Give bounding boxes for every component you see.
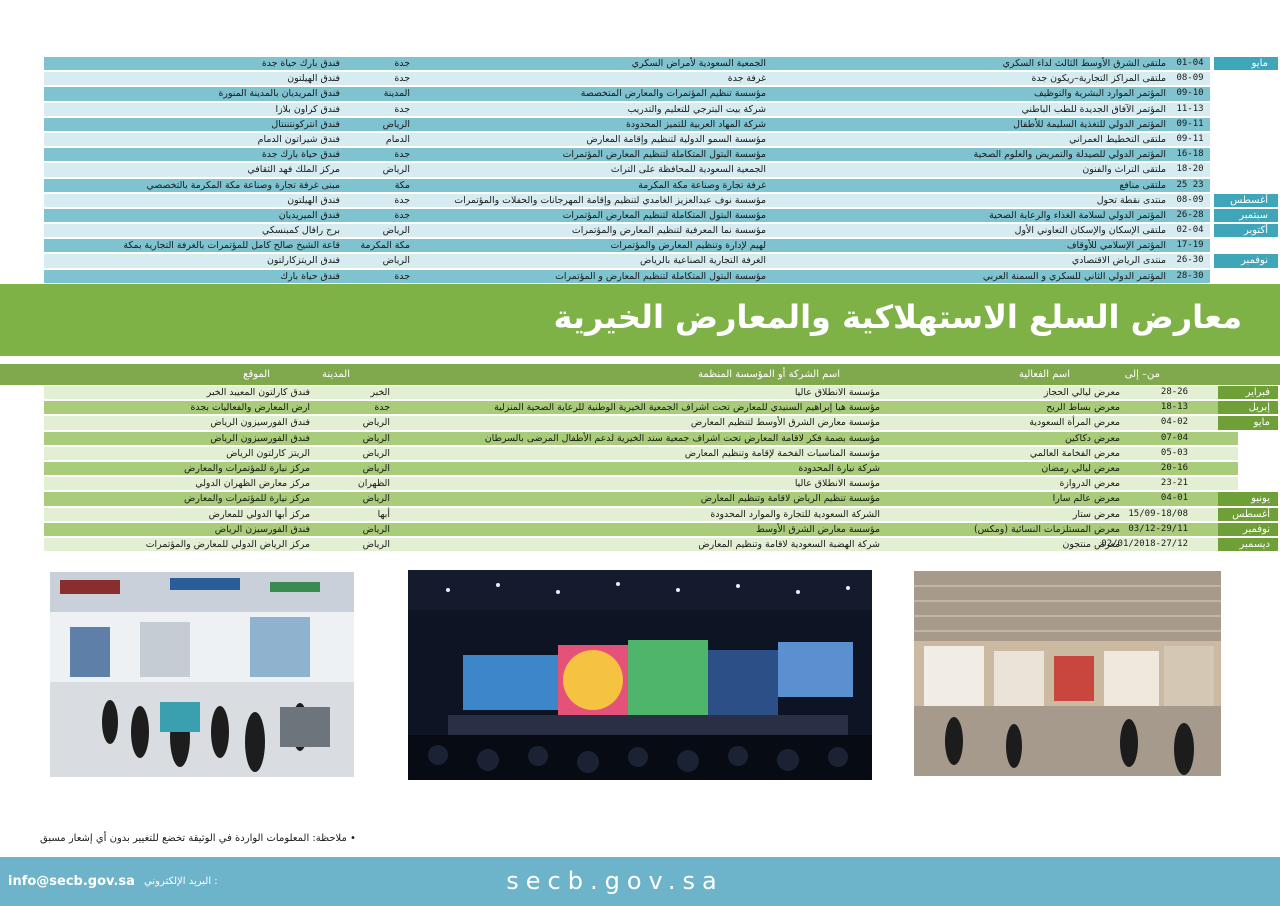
- event-name: ملتقى المراكز التجارية–ريكون جدة: [1031, 73, 1166, 85]
- event-date: 03/12-29/11: [1128, 523, 1188, 534]
- email-label: : البريد الإلكتروني: [144, 876, 218, 887]
- event-date: 26-28: [1176, 209, 1204, 220]
- organizer-name: لهيم لإدارة وتنظيم المعارض والمؤتمرات: [610, 240, 766, 252]
- organizer-name: شركة بيت البترجي للتعليم والتدريب: [627, 103, 766, 115]
- city-name: أبها: [377, 508, 390, 520]
- header-name: اسم الفعالية: [1018, 369, 1070, 380]
- month-label: يونيو: [1218, 492, 1278, 505]
- event-date: 25 23: [1176, 179, 1204, 190]
- city-name: جدة: [394, 270, 410, 282]
- event-name: ملتقى منافع: [1119, 179, 1166, 191]
- event-name: المؤتمر الدولي للصيدلة والتمريض والعلوم الصحية: [973, 149, 1166, 161]
- event-date: 28-26: [1160, 387, 1188, 397]
- event-date: 18-13: [1160, 402, 1188, 413]
- venue-name: مركز نيارة للمؤتمرات والمعارض: [183, 462, 310, 474]
- venue-name: فندق شيراتون الدمام: [257, 133, 340, 145]
- disclaimer-note: • ملاحظة: المعلومات الواردة في الوثيقة تخضع للتغيير بدون أي إشعار مسبق: [40, 833, 356, 844]
- event-name: المؤتمر الدولي لسلامة الغذاء والرعاية الصحية: [989, 209, 1166, 221]
- event-date: 08-09: [1176, 73, 1204, 84]
- event-name: معرض ستار: [1072, 508, 1120, 520]
- event-date: 26-30: [1176, 255, 1204, 266]
- month-label: أكتوبر: [1214, 224, 1278, 237]
- exhibition-row: [44, 385, 1280, 400]
- organizer-name: مؤسسة السمو الدولية لتنظيم وإقامة المعارض: [586, 133, 766, 145]
- organizer-name: مؤسسة تنظيم المؤتمرات والمعارض المتخصصة: [580, 88, 766, 100]
- organizer-name: مؤسسة نوف عبدالعزيز الغامدي لتنظيم وإقامة المهرجانات والحفلات والمؤتمرات: [454, 194, 766, 206]
- exhibition-hall-photo: [50, 572, 354, 777]
- organizer-name: شركة المهاد العربية للتميز المحدودة: [626, 118, 766, 130]
- footer-bar: [0, 857, 1280, 906]
- event-name: معرض دكاكين: [1065, 432, 1120, 444]
- venue-name: فندق الميريديان: [278, 209, 340, 221]
- event-date: 09-11: [1176, 133, 1204, 144]
- city-name: جدة: [394, 103, 410, 115]
- conference-row: [44, 208, 1280, 223]
- event-name: معرض المستلزمات النسائية (ومكس): [973, 523, 1120, 535]
- event-name: معرض ليالي رمضان: [1041, 462, 1120, 474]
- month-label: مايو: [1218, 416, 1278, 429]
- organizer-name: مؤسسة بصمة فكر لاقامة المعارض تحت اشراف جمعية سند الخيرية لدعم الأطفال المرضى بالسرطان: [484, 432, 880, 444]
- organizer-name: الشركة السعودية للتجارة والموارد المحدودة: [710, 508, 880, 520]
- venue-name: قاعة الشيخ صالح كامل للمؤتمرات بالغرفة التجارية بمكة: [123, 240, 340, 252]
- conference-row: [44, 56, 1280, 71]
- venue-name: فندق الهيلتون: [287, 73, 340, 85]
- city-name: جدة: [374, 402, 390, 414]
- organizer-name: مؤسسة نما المعرفية لتنظيم المعارض والمؤتمرات: [571, 225, 766, 237]
- city-name: الرياض: [382, 255, 410, 267]
- city-name: الرياض: [362, 462, 390, 474]
- conference-row: [44, 269, 1280, 284]
- month-label: نوفمبر: [1214, 254, 1278, 267]
- city-name: الخبر: [370, 387, 390, 398]
- exhibition-row: [44, 537, 1280, 552]
- event-name: معرض منتجون: [1062, 538, 1120, 550]
- city-name: جدة: [394, 149, 410, 161]
- event-name: معرض ليالي الحجاز: [1043, 387, 1120, 398]
- venue-name: فندق حياة بارك جدة: [261, 149, 340, 161]
- venue-name: مركز الملك فهد الثقافي: [247, 164, 340, 176]
- venue-name: فندق بارك حياة جدة: [261, 58, 340, 69]
- website-link[interactable]: secb.gov.sa: [506, 867, 724, 895]
- city-name: الدمام: [385, 133, 410, 145]
- organizer-name: مؤسسة الانطلاق عاليا: [794, 478, 880, 490]
- conference-row: [44, 71, 1280, 86]
- event-date: 05-03: [1160, 447, 1188, 458]
- conference-row: [44, 162, 1280, 177]
- exhibition-row: [44, 446, 1280, 461]
- city-name: الرياض: [362, 523, 390, 535]
- event-date: 01-04: [1176, 58, 1204, 68]
- exhibition-row: [44, 522, 1280, 537]
- conferences-table: [44, 56, 1280, 284]
- venue-name: فندق الفورسيزون الرياض: [210, 417, 310, 429]
- event-date: 08-09: [1176, 194, 1204, 205]
- event-name: منتدى الرياض الاقتصادي: [1071, 255, 1166, 267]
- event-name: ملتقى الشرق الأوسط الثالث لداء السكري: [1002, 58, 1166, 69]
- venue-name: فندق كراون بلازا: [275, 103, 340, 115]
- event-name: المؤتمر الدولي للتغذية السليمة للأطفال: [1013, 118, 1166, 130]
- organizer-name: الغرفة التجارية الصناعية بالرياض: [640, 255, 766, 267]
- venue-name: فندق الهيلتون: [287, 194, 340, 206]
- month-label: فبراير: [1218, 386, 1278, 399]
- organizer-name: مؤسسة معارض الشرق الأوسط لتنظيم المعارض: [690, 417, 880, 429]
- organizer-name: مؤسسة المناسبات الفخمة لإقامة وتنظيم المعارض: [684, 447, 880, 459]
- organizer-name: مؤسسة هيا إبراهيم السنيدي للمعارض تحت اشراف الجمعية الخيرية الوطنية للرعاية الصحية المنزلية: [494, 402, 880, 414]
- city-name: الرياض: [362, 538, 390, 550]
- venue-name: برج رافال كمبنسكي: [262, 225, 340, 237]
- city-name: مكة المكرمة: [360, 240, 410, 252]
- event-date: 15/09-18/08: [1128, 508, 1188, 519]
- event-name: المؤتمر الدولي الثاني للسكري و السمنة العربي: [982, 270, 1166, 282]
- city-name: الرياض: [382, 118, 410, 130]
- header-date: من– إلى: [1124, 369, 1160, 380]
- city-name: الرياض: [382, 164, 410, 176]
- organizer-name: غرفة تجارة وصناعة مكة المكرمة: [638, 179, 766, 191]
- event-name: معرض الدروازة: [1059, 478, 1120, 490]
- organizer-name: الجمعية السعودية للمحافظة على التراث: [610, 164, 766, 176]
- section-banner: [0, 284, 1280, 356]
- exhibition-row: [44, 461, 1280, 476]
- event-date: 04-02: [1160, 417, 1188, 428]
- city-name: الرياض: [382, 225, 410, 237]
- conference-row: [44, 117, 1280, 132]
- event-name: معرض المرأة السعودية: [1029, 417, 1120, 429]
- event-date: 20-16: [1160, 462, 1188, 473]
- event-name: المؤتمر الإسلامي للأوقاف: [1066, 240, 1166, 252]
- organizer-name: مؤسسة معارض الشرق الأوسط: [756, 523, 880, 535]
- city-name: جدة: [394, 58, 410, 69]
- month-label: نوفمبر: [1218, 523, 1278, 536]
- organizer-name: غرفة جدة: [727, 73, 766, 85]
- header-city: المدينة: [321, 369, 350, 380]
- venue-name: فندق الفورسيزن الرياض: [214, 523, 310, 535]
- conference-row: [44, 178, 1280, 193]
- event-name: معرض بساط الريح: [1046, 402, 1120, 414]
- header-venue: الموقع: [243, 369, 270, 380]
- venue-name: فندق الفورسيزون الرياض: [210, 432, 310, 444]
- organizer-name: مؤسسة تنظيم الرياض لاقامة وتنظيم المعارض: [700, 493, 880, 505]
- event-name: المؤتمر الموارد البشرية والتوظيف: [1033, 88, 1166, 100]
- venue-name: مركز نيارة للمؤتمرات والمعارض: [183, 493, 310, 505]
- month-label: أغسطس: [1214, 194, 1278, 207]
- conference-row: [44, 193, 1280, 208]
- venue-name: مركز الرياض الدولي للمعارض والمؤتمرات: [145, 538, 310, 550]
- month-label: سبتمبر: [1214, 209, 1278, 222]
- event-date: 09-11: [1176, 118, 1204, 129]
- organizer-name: مؤسسة البتول المتكاملة لتنظيم المعارض المؤتمرات: [562, 149, 766, 161]
- conference-row: [44, 238, 1280, 253]
- charity-exhibition-photo: [914, 571, 1221, 776]
- header-org: اسم الشركة أو المؤسسة المنظمة: [698, 369, 840, 380]
- organizer-name: شركة نيارة المحدودة: [798, 462, 880, 474]
- event-date: 28-30: [1176, 270, 1204, 281]
- month-label: أغسطس: [1218, 508, 1278, 521]
- event-date: 09-10: [1176, 88, 1204, 99]
- city-name: الرياض: [362, 493, 390, 505]
- exhibition-row: [44, 491, 1280, 506]
- venue-name: فندق حياة بارك: [280, 270, 340, 282]
- month-label: ديسمبر: [1218, 538, 1278, 551]
- conference-row: [44, 86, 1280, 101]
- venue-name: فندق المريديان بالمدينة المنورة: [218, 88, 340, 100]
- venue-name: الريتز كارلتون الرياض: [226, 447, 310, 459]
- event-date: 02/01/2018-27/12: [1101, 538, 1188, 549]
- organizer-name: مؤسسة الانطلاق عاليا: [794, 387, 880, 398]
- event-name: معرض الفخامة العالمي: [1029, 447, 1120, 459]
- event-date: 07-04: [1160, 432, 1188, 443]
- conference-row: [44, 102, 1280, 117]
- organizer-name: شركة الهضبة السعودية لاقامة وتنظيم المعارض: [698, 538, 880, 550]
- section-title: معارض السلع الاستهلاكية والمعارض الخيرية: [553, 298, 1242, 336]
- conference-row: [44, 132, 1280, 147]
- venue-name: فندق انتركونتننتال: [271, 118, 340, 130]
- month-label: إبريل: [1218, 401, 1278, 414]
- event-name: المؤتمر الآفاق الجديدة للطب الباطني: [1021, 103, 1166, 115]
- conference-row: [44, 147, 1280, 162]
- event-date: 11-13: [1176, 103, 1204, 114]
- venue-name: ارض المعارض والفعاليات بجدة: [190, 402, 310, 414]
- city-name: جدة: [394, 194, 410, 206]
- venue-name: مبنى غرفة تجارة وصناعة مكة المكرمة بالتخصصي: [146, 179, 340, 191]
- month-label: مايو: [1214, 57, 1278, 70]
- conference-row: [44, 253, 1280, 268]
- city-name: الرياض: [362, 432, 390, 444]
- city-name: جدة: [394, 209, 410, 221]
- event-name: منتدى نقطة تحول: [1096, 194, 1166, 206]
- exhibition-row: [44, 415, 1280, 430]
- event-name: ملتقى التخطيط العمراني: [1069, 133, 1166, 145]
- organizer-name: الجمعية السعودية لأمراض السكري: [631, 58, 766, 69]
- conference-row: [44, 223, 1280, 238]
- city-name: مكة: [394, 179, 410, 191]
- city-name: جدة: [394, 73, 410, 85]
- city-name: الرياض: [362, 447, 390, 459]
- event-name: ملتقى التراث والفنون: [1082, 164, 1166, 176]
- exhibition-row: [44, 400, 1280, 415]
- event-date: 02-04: [1176, 225, 1204, 236]
- conference-stage-photo: [408, 570, 872, 780]
- event-date: 16-18: [1176, 149, 1204, 160]
- event-name: معرض عالم سارا: [1052, 493, 1120, 505]
- organizer-name: مؤسسة البتول المتكاملة لتنظيم المعارض المؤتمرات: [562, 209, 766, 221]
- email-link[interactable]: info@secb.gov.sa: [8, 874, 135, 889]
- venue-name: مركز أبها الدولي للمعارض: [208, 508, 310, 520]
- organizer-name: مؤسسة البتول المتكاملة لتنظيم المعارض و المؤتمرات: [555, 270, 766, 282]
- exhibitions-table: [44, 385, 1280, 552]
- event-date: 23-21: [1160, 478, 1188, 489]
- event-name: ملتقى الإسكان والإسكان التعاوني الأول: [1014, 225, 1166, 237]
- city-name: الظهران: [357, 478, 390, 490]
- exhibition-row: [44, 431, 1280, 446]
- exhibition-row: [44, 507, 1280, 522]
- event-date: 18-20: [1176, 164, 1204, 175]
- city-name: المدينة: [383, 88, 410, 100]
- event-date: 17-19: [1176, 240, 1204, 251]
- venue-name: مركز معارض الظهران الدولي: [195, 478, 310, 490]
- venue-name: فندق كارلتون المعيبد الخبر: [206, 387, 310, 398]
- venue-name: فندق الريتزكارلتون: [267, 255, 340, 267]
- exhibitions-header: [0, 364, 1280, 385]
- exhibition-row: [44, 476, 1280, 491]
- city-name: الرياض: [362, 417, 390, 429]
- event-date: 04-01: [1160, 493, 1188, 504]
